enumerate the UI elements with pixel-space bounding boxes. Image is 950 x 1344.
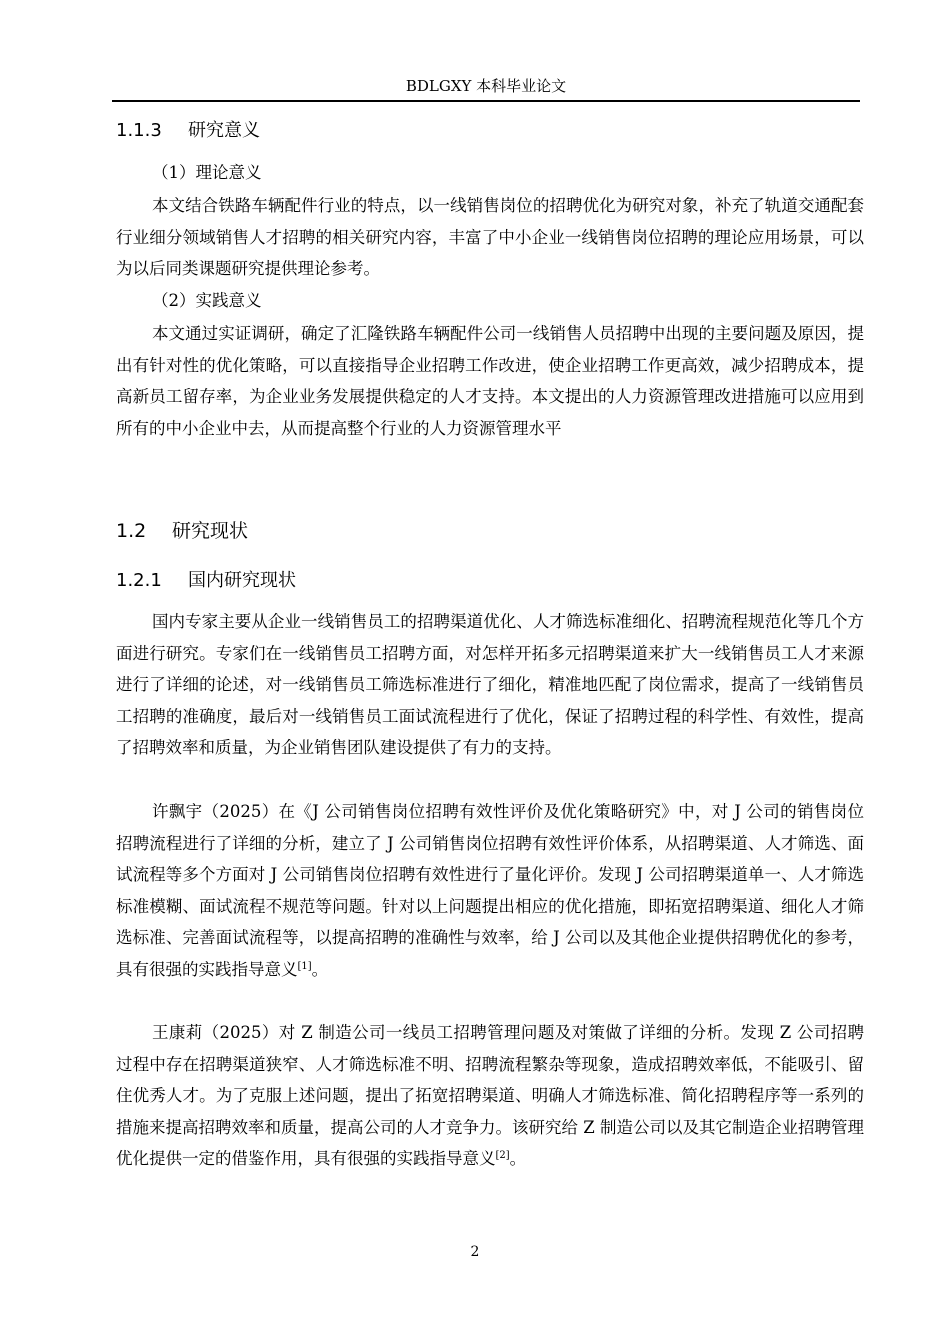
- paragraph-end: 。: [509, 1149, 527, 1169]
- section-number: 1.2.1: [116, 570, 162, 591]
- paragraph-text: 王康莉（2025）对 Z 制造公司一线员工招聘管理问题及对策做了详细的分析。发现 Z 公司招聘过程中存在招聘渠道狭窄、人才筛选标准不明、招聘流程繁杂等现象，造成招聘效率低，不能吸引、留住优秀人才。为了克服上述问题，提出了拓宽招聘渠道、明确人才筛选标准、简化招聘程序等一系列的措施来提高招聘效率和质量，提高公司的人才竞争力。该研究给 Z 制造公司以及其它制造企业招聘管理优化提供一定的借鉴作用，具有很强的实践指导意义: [116, 1023, 864, 1169]
- section-heading-1-1-3: [116, 119, 260, 143]
- paragraph-end: 。: [311, 959, 329, 979]
- section-number: 1.2: [116, 520, 147, 542]
- section-heading-1-2-1: [116, 569, 296, 593]
- section-title: 研究意义: [188, 120, 260, 141]
- paragraph-xu-piaoyu: [116, 796, 864, 986]
- section-heading-1-2: [116, 518, 248, 544]
- subheading-practice: （2）实践意义: [152, 291, 262, 310]
- paragraph-practice: 本文通过实证调研，确定了汇隆铁路车辆配件公司一线销售人员招聘中出现的主要问题及原因，提出有针对性的优化策略，可以直接指导企业招聘工作改进，使企业招聘工作更高效，减少招聘成本，提高新员工留存率，为企业业务发展提供稳定的人才支持。本文提出的人力资源管理改进措施可以应用到所有的中小企业中去，从而提高整个行业的人力资源管理水平: [116, 324, 864, 438]
- section-title: 国内研究现状: [188, 570, 296, 591]
- paragraph-theory: 本文结合铁路车辆配件行业的特点，以一线销售岗位的招聘优化为研究对象，补充了轨道交通配套行业细分领域销售人才招聘的相关研究内容，丰富了中小企业一线销售岗位招聘的理论应用场景，可以为以后同类课题研究提供理论参考。: [116, 196, 864, 279]
- citation-ref-2: [2]: [495, 1150, 510, 1162]
- paragraph-wang-kangli: [116, 1017, 864, 1175]
- section-number: 1.1.3: [116, 120, 162, 141]
- page-number: 2: [470, 1244, 480, 1260]
- subheading-theory: （1）理论意义: [152, 163, 262, 182]
- paragraph-text: 许飘宇（2025）在《J 公司销售岗位招聘有效性评价及优化策略研究》中，对 J 公司的销售岗位招聘流程进行了详细的分析，建立了 J 公司销售岗位招聘有效性评价体系，从招聘渠道、人才筛选、面试流程等多个方面对 J 公司销售岗位招聘有效性进行了量化评价。发现 J 公司招聘渠道单一、人才筛选标准模糊、面试流程不规范等问题。针对以上问题提出相应的优化措施，即拓宽招聘渠道、细化人才筛选标准、完善面试流程等，以提高招聘的准确性与效率，给 J 公司以及其他企业提供招聘优化的参考，具有很强的实践指导意义: [116, 802, 864, 979]
- citation-ref-1: [1]: [297, 960, 312, 972]
- running-header: BDLGXY 本科毕业论文: [405, 77, 567, 95]
- paragraph-domestic-overview: 国内专家主要从企业一线销售员工的招聘渠道优化、人才筛选标准细化、招聘流程规范化等几个方面进行研究。专家们在一线销售员工招聘方面，对怎样开拓多元招聘渠道来扩大一线销售员工人才来源进行了详细的论述，对一线销售员工筛选标准进行了细化，精准地匹配了岗位需求，提高了一线销售员工招聘的准确度，最后对一线销售员工面试流程进行了优化，保证了招聘过程的科学性、有效性，提高了招聘效率和质量，为企业销售团队建设提供了有力的支持。: [116, 612, 864, 758]
- header-rule: [112, 100, 860, 102]
- section-title: 研究现状: [172, 520, 249, 542]
